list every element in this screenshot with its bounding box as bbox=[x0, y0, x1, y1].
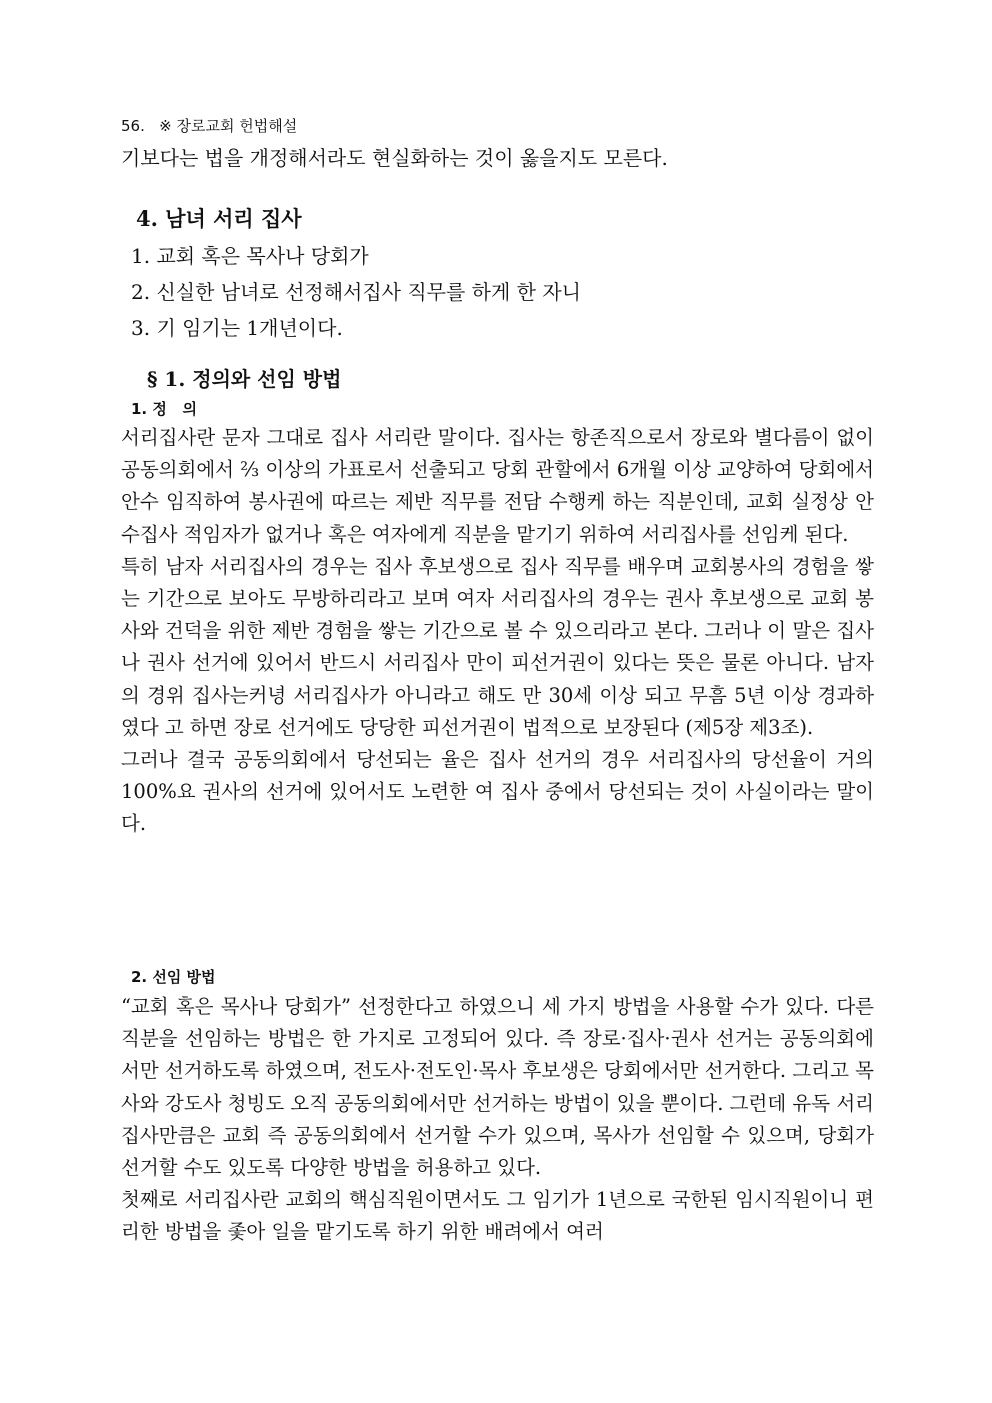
definition-heading: 1. 정 의 bbox=[131, 400, 198, 418]
definition-body bbox=[121, 422, 874, 841]
paragraph: 특히 남자 서리집사의 경우는 집사 후보생으로 집사 직무를 배우며 교회봉사의 경험을 쌓는 기간으로 보아도 무방하리라고 보며 여자 서리집사의 경우는 권사 후보생으로 교회 봉사와 건덕을 위한 제반 경험을 쌓는 기간으로 볼 수 있으리라고 본다. 그러나 이 말은 집사나 권사 선거에 있어서 반드시 서리집사 만이 피선거권이 있다는 뜻은 물론 아니다. 남자의 경위 집사는커녕 서리집사가 아니라고 해도 만 30세 이상 되고 무흠 5년 이상 경과하였다 고 하면 장로 선거에도 당당한 피선거권이 법적으로 보장된다 (제5장 제3조). bbox=[121, 554, 874, 739]
paragraph: “교회 혹은 목사나 당회가” 선정한다고 하였으니 세 가지 방법을 사용할 수가 있다. 다른 직분을 선임하는 방법은 한 가지로 고정되어 있다. 즉 장로·집사·권사 선거는 공동의회에서만 선거하도록 하였으며, 전도사·전도인·목사 후보생은 당회에서만 선거한다. 그리고 목사와 강도사 청빙도 오직 공동의회에서만 선거하는 방법이 있을 뿐이다. 그런데 유독 서리집사만큼은 교회 즉 공동의회에서 선거할 수가 있으며, 목사가 선임할 수 있으며, 당회가 선거할 수도 있도록 다양한 방법을 허용하고 있다. bbox=[121, 995, 874, 1180]
list-item: 1. 교회 혹은 목사나 당회가 bbox=[131, 244, 369, 268]
list-item: 3. 기 임기는 1개년이다. bbox=[131, 316, 343, 340]
section-4-title: 4. 남녀 서리 집사 bbox=[136, 206, 302, 231]
section-4-list bbox=[131, 238, 581, 346]
list-item: 2. 신실한 남녀로 선정해서집사 직무를 하게 한 자니 bbox=[131, 280, 581, 304]
subsection-1-title: § 1. 정의와 선임 방법 bbox=[147, 367, 342, 391]
paragraph: 그러나 결국 공동의회에서 당선되는 율은 집사 선거의 경우 서리집사의 당선율이 거의 100%요 권사의 선거에 있어서도 노련한 여 집사 중에서 당선되는 것이 사실이라는 말이다. bbox=[121, 748, 874, 836]
selection-method-body bbox=[121, 991, 874, 1249]
page-number: 56. bbox=[121, 117, 145, 135]
selection-method-heading: 2. 선임 방법 bbox=[131, 968, 216, 986]
running-title: ※ 장로교회 헌법해설 bbox=[159, 117, 298, 135]
intro-line: 기보다는 법을 개정해서라도 현실화하는 것이 옳을지도 모른다. bbox=[121, 146, 668, 170]
paragraph: 첫째로 서리집사란 교회의 핵심직원이면서도 그 임기가 1년으로 국한된 임시직원이니 편리한 방법을 좇아 일을 맡기도록 하기 위한 배려에서 여러 bbox=[121, 1188, 874, 1244]
running-header bbox=[121, 116, 297, 136]
paragraph: 서리집사란 문자 그대로 집사 서리란 말이다. 집사는 항존직으로서 장로와 별다름이 없이 공동의회에서 ⅔ 이상의 가표로서 선출되고 당회 관할에서 6개월 이상 교양하여 당회에서 안수 임직하여 봉사권에 따르는 제반 직무를 전담 수행케 하는 직분인데, 교회 실정상 안수집사 적임자가 없거나 혹은 여자에게 직분을 맡기기 위하여 서리집사를 선임케 된다. bbox=[121, 426, 874, 546]
